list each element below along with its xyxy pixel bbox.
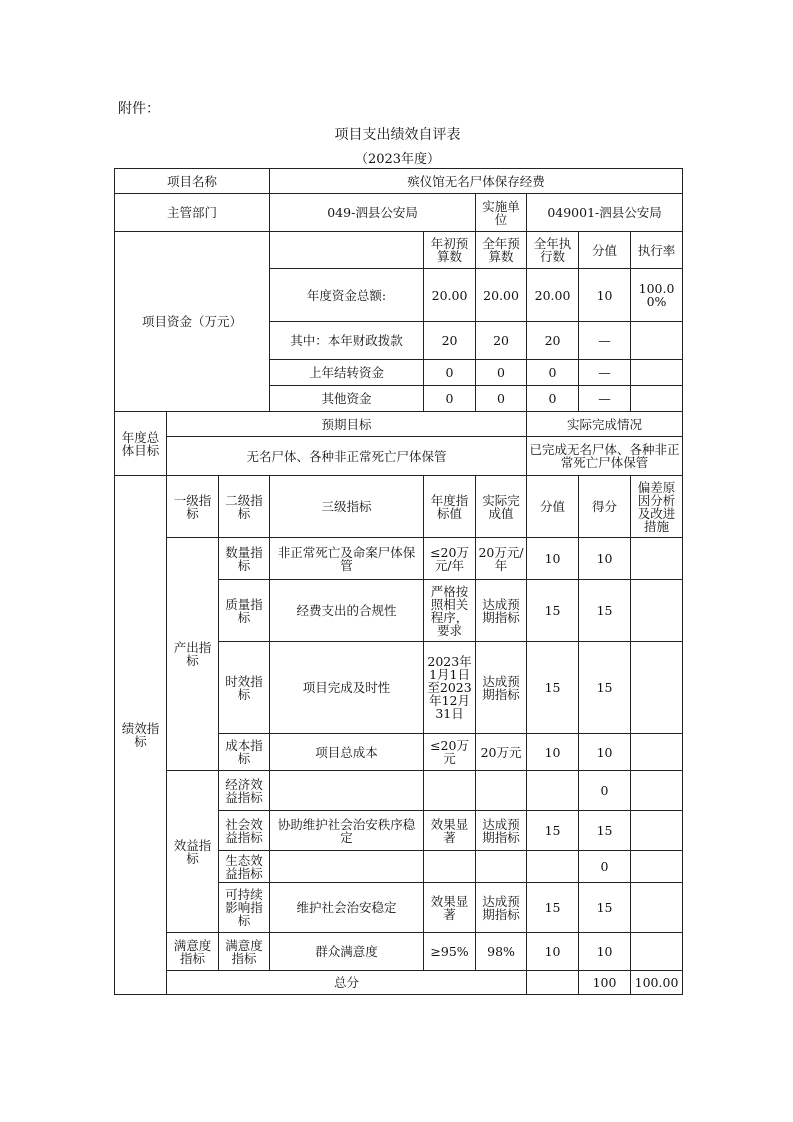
- deviation: [631, 538, 683, 580]
- project-name: 殡仪馆无名尸体保存经费: [270, 169, 683, 194]
- funds-rate: [631, 322, 683, 360]
- level2: 质量指标: [219, 580, 270, 642]
- header-level3: 三级指标: [270, 476, 424, 538]
- funds-exec: 20: [527, 322, 579, 360]
- total-score: 100.00: [631, 971, 683, 995]
- funds-label: 项目资金（万元）: [115, 232, 270, 412]
- evaluation-table: [114, 168, 683, 995]
- header-level2: 二级指标: [219, 476, 270, 538]
- level3: 非正常死亡及命案尸体保管: [270, 538, 424, 580]
- funds-row-label: 年度资金总额:: [270, 269, 424, 322]
- value: 10: [527, 538, 579, 580]
- level2: 社会效益指标: [219, 811, 270, 851]
- score: 15: [579, 883, 631, 933]
- funds-initial: 20.00: [424, 269, 476, 322]
- target: [424, 851, 476, 883]
- output-label: 产出指标: [167, 538, 219, 771]
- value: 10: [527, 734, 579, 771]
- expected-goal-label: 预期目标: [167, 412, 527, 437]
- satisfaction-level2: 满意度指标: [219, 933, 270, 971]
- level3: [270, 771, 424, 811]
- level2: 可持续影响指标: [219, 883, 270, 933]
- header-actual: 实际完成值: [476, 476, 527, 538]
- funds-exec: 20.00: [527, 269, 579, 322]
- table-row: [115, 538, 683, 580]
- perf-label: 绩效指标: [115, 476, 167, 995]
- goals-label: 年度总体目标: [115, 412, 167, 476]
- level2: 经济效益指标: [219, 771, 270, 811]
- table-row: [115, 771, 683, 811]
- level3: 项目总成本: [270, 734, 424, 771]
- header-target: 年度指标值: [424, 476, 476, 538]
- target: 严格按照相关程序，要求: [424, 580, 476, 642]
- funds-annual: 20.00: [476, 269, 527, 322]
- total-row: [115, 971, 683, 995]
- score: 15: [579, 811, 631, 851]
- satisfaction-level3: 群众满意度: [270, 933, 424, 971]
- header-perf-score: 得分: [579, 476, 631, 538]
- target: 效果显著: [424, 883, 476, 933]
- funds-annual: 0: [476, 360, 527, 386]
- actual: [476, 851, 527, 883]
- score: 0: [579, 771, 631, 811]
- funds-initial: 0: [424, 386, 476, 412]
- deviation: [631, 580, 683, 642]
- value: 15: [527, 642, 579, 734]
- funds-row-label: 其他资金: [270, 386, 424, 412]
- actual: 20万元: [476, 734, 527, 771]
- header-score-value: 分值: [579, 232, 631, 269]
- header-annual-budget: 全年预算数: [476, 232, 527, 269]
- funds-rate: [631, 386, 683, 412]
- value: 15: [527, 811, 579, 851]
- attachment-label: 附件：: [118, 101, 160, 117]
- header-deviation: 偏差原因分析及改进措施: [631, 476, 683, 538]
- actual: 达成预期指标: [476, 883, 527, 933]
- deviation: [631, 883, 683, 933]
- value: 15: [527, 883, 579, 933]
- funds-value: —: [579, 322, 631, 360]
- dept-label: 主管部门: [115, 194, 270, 232]
- report-year: （2023年度）: [354, 152, 441, 167]
- page-title: 项目支出绩效自评表: [334, 127, 461, 143]
- satisfaction-value: 10: [527, 933, 579, 971]
- funds-value: 10: [579, 269, 631, 322]
- funds-value: —: [579, 360, 631, 386]
- funds-row-label: 上年结转资金: [270, 360, 424, 386]
- funds-header-blank: [270, 232, 424, 269]
- dept-value: 049-泗县公安局: [270, 194, 476, 232]
- impl-value: 049001-泗县公安局: [527, 194, 683, 232]
- deviation: [631, 734, 683, 771]
- satisfaction-score: 10: [579, 933, 631, 971]
- actual: [476, 771, 527, 811]
- score: 15: [579, 580, 631, 642]
- deviation: [631, 771, 683, 811]
- total-blank: [527, 971, 579, 995]
- level2: 时效指标: [219, 642, 270, 734]
- score: 0: [579, 851, 631, 883]
- impl-label: 实施单位: [476, 194, 527, 232]
- satisfaction-target: ≥95%: [424, 933, 476, 971]
- level3: [270, 851, 424, 883]
- value: [527, 851, 579, 883]
- funds-value: —: [579, 386, 631, 412]
- funds-annual: 20: [476, 322, 527, 360]
- header-level1: 一级指标: [167, 476, 219, 538]
- value: [527, 771, 579, 811]
- level3: 协助维护社会治安秩序稳定: [270, 811, 424, 851]
- deviation: [631, 933, 683, 971]
- deviation: [631, 642, 683, 734]
- header-annual-exec: 全年执行数: [527, 232, 579, 269]
- satisfaction-actual: 98%: [476, 933, 527, 971]
- funds-initial: 20: [424, 322, 476, 360]
- expected-goal: 无名尸体、各种非正常死亡尸体保管: [167, 437, 527, 476]
- header-exec-rate: 执行率: [631, 232, 683, 269]
- score: 10: [579, 538, 631, 580]
- level2: 成本指标: [219, 734, 270, 771]
- benefit-label: 效益指标: [167, 771, 219, 933]
- table-row: [115, 933, 683, 971]
- funds-annual: 0: [476, 386, 527, 412]
- level2: 数量指标: [219, 538, 270, 580]
- target: 效果显著: [424, 811, 476, 851]
- target: ≤20万元/年: [424, 538, 476, 580]
- funds-exec: 0: [527, 386, 579, 412]
- funds-initial: 0: [424, 360, 476, 386]
- actual: 达成预期指标: [476, 811, 527, 851]
- header-value: 分值: [527, 476, 579, 538]
- total-value: 100: [579, 971, 631, 995]
- total-label: 总分: [167, 971, 527, 995]
- actual-goal: 已完成无名尸体、各种非正常死亡尸体保管: [527, 437, 683, 476]
- funds-exec: 0: [527, 360, 579, 386]
- level2: 生态效益指标: [219, 851, 270, 883]
- project-name-label: 项目名称: [115, 169, 270, 194]
- level3: 经费支出的合规性: [270, 580, 424, 642]
- actual-goal-label: 实际完成情况: [527, 412, 683, 437]
- actual: 达成预期指标: [476, 642, 527, 734]
- score: 15: [579, 642, 631, 734]
- level3: 项目完成及时性: [270, 642, 424, 734]
- funds-row-label: 其中：本年财政拨款: [270, 322, 424, 360]
- actual: 达成预期指标: [476, 580, 527, 642]
- deviation: [631, 851, 683, 883]
- actual: 20万元/年: [476, 538, 527, 580]
- score: 10: [579, 734, 631, 771]
- funds-rate: [631, 360, 683, 386]
- deviation: [631, 811, 683, 851]
- funds-rate: 100.00%: [631, 269, 683, 322]
- value: 15: [527, 580, 579, 642]
- target: 2023年1月1日至2023年12月31日: [424, 642, 476, 734]
- level3: 维护社会治安稳定: [270, 883, 424, 933]
- target: [424, 771, 476, 811]
- target: ≤20万元: [424, 734, 476, 771]
- satisfaction-level1: 满意度指标: [167, 933, 219, 971]
- header-initial-budget: 年初预算数: [424, 232, 476, 269]
